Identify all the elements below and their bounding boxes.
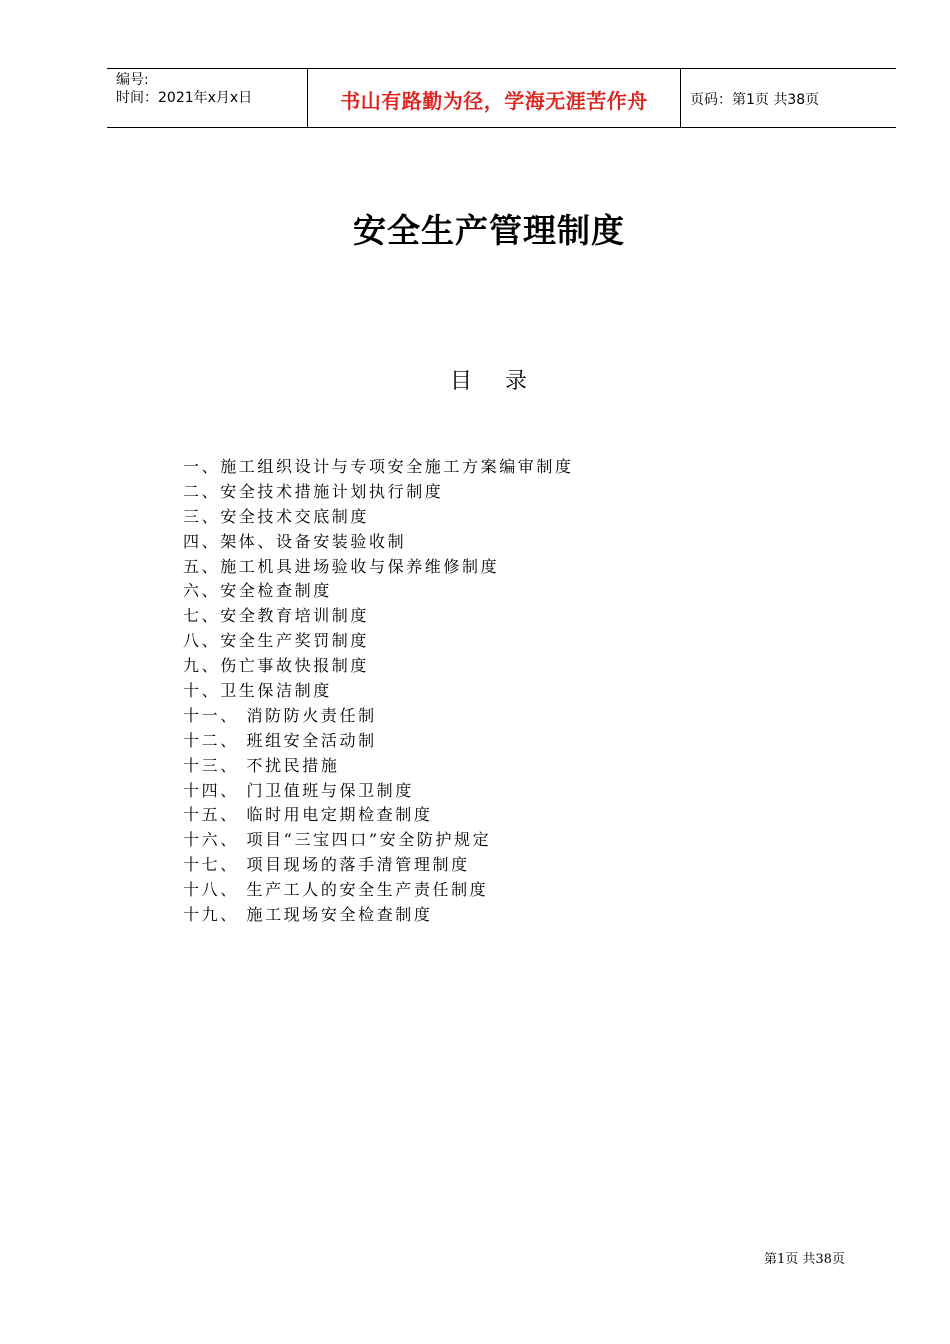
- toc-item: 十八、 生产工人的安全生产责任制度: [183, 880, 489, 900]
- toc-heading: 目 录: [450, 369, 528, 394]
- toc-item: 三、安全技术交底制度: [183, 506, 370, 526]
- document-number-label: 编号:: [116, 72, 149, 88]
- page-footer: 第1页 共38页: [764, 1252, 845, 1267]
- toc-item: 八、安全生产奖罚制度: [183, 631, 370, 651]
- header-meta: [107, 69, 308, 127]
- toc-item: 七、安全教育培训制度: [183, 606, 370, 626]
- document-title: 安全生产管理制度: [353, 211, 625, 250]
- toc-item: 十四、 门卫值班与保卫制度: [183, 780, 414, 800]
- table-of-contents: [183, 455, 574, 928]
- toc-item: 十五、 临时用电定期检查制度: [183, 805, 433, 825]
- toc-item: 四、架体、设备安装验收制: [183, 531, 407, 551]
- toc-item: 五、施工机具进场验收与保养维修制度: [183, 556, 500, 576]
- toc-item: 十六、 项目“三宝四口”安全防护规定: [183, 830, 492, 850]
- header-page-info-cell: [681, 69, 896, 127]
- toc-item: 十三、 不扰民措施: [183, 755, 340, 775]
- header-motto-cell: [308, 69, 681, 127]
- toc-item: 十七、 项目现场的落手清管理制度: [183, 855, 470, 875]
- document-time-label: 时间：2021年x月x日: [116, 90, 253, 106]
- toc-item: 六、安全检查制度: [183, 581, 332, 601]
- toc-item: 十二、 班组安全活动制: [183, 730, 377, 750]
- toc-item: 十、卫生保洁制度: [183, 681, 332, 701]
- header-page-info: 页码：第1页 共38页: [690, 92, 820, 108]
- toc-item: 十九、 施工现场安全检查制度: [183, 905, 433, 925]
- toc-item: 九、伤亡事故快报制度: [183, 656, 370, 676]
- toc-item: 二、安全技术措施计划执行制度: [183, 481, 444, 501]
- toc-item: 十一、 消防防火责任制: [183, 705, 377, 725]
- page-header: [107, 68, 896, 128]
- toc-item: 一、施工组织设计与专项安全施工方案编审制度: [183, 457, 574, 476]
- header-motto: 书山有路勤为径，学海无涯苦作舟: [340, 88, 648, 113]
